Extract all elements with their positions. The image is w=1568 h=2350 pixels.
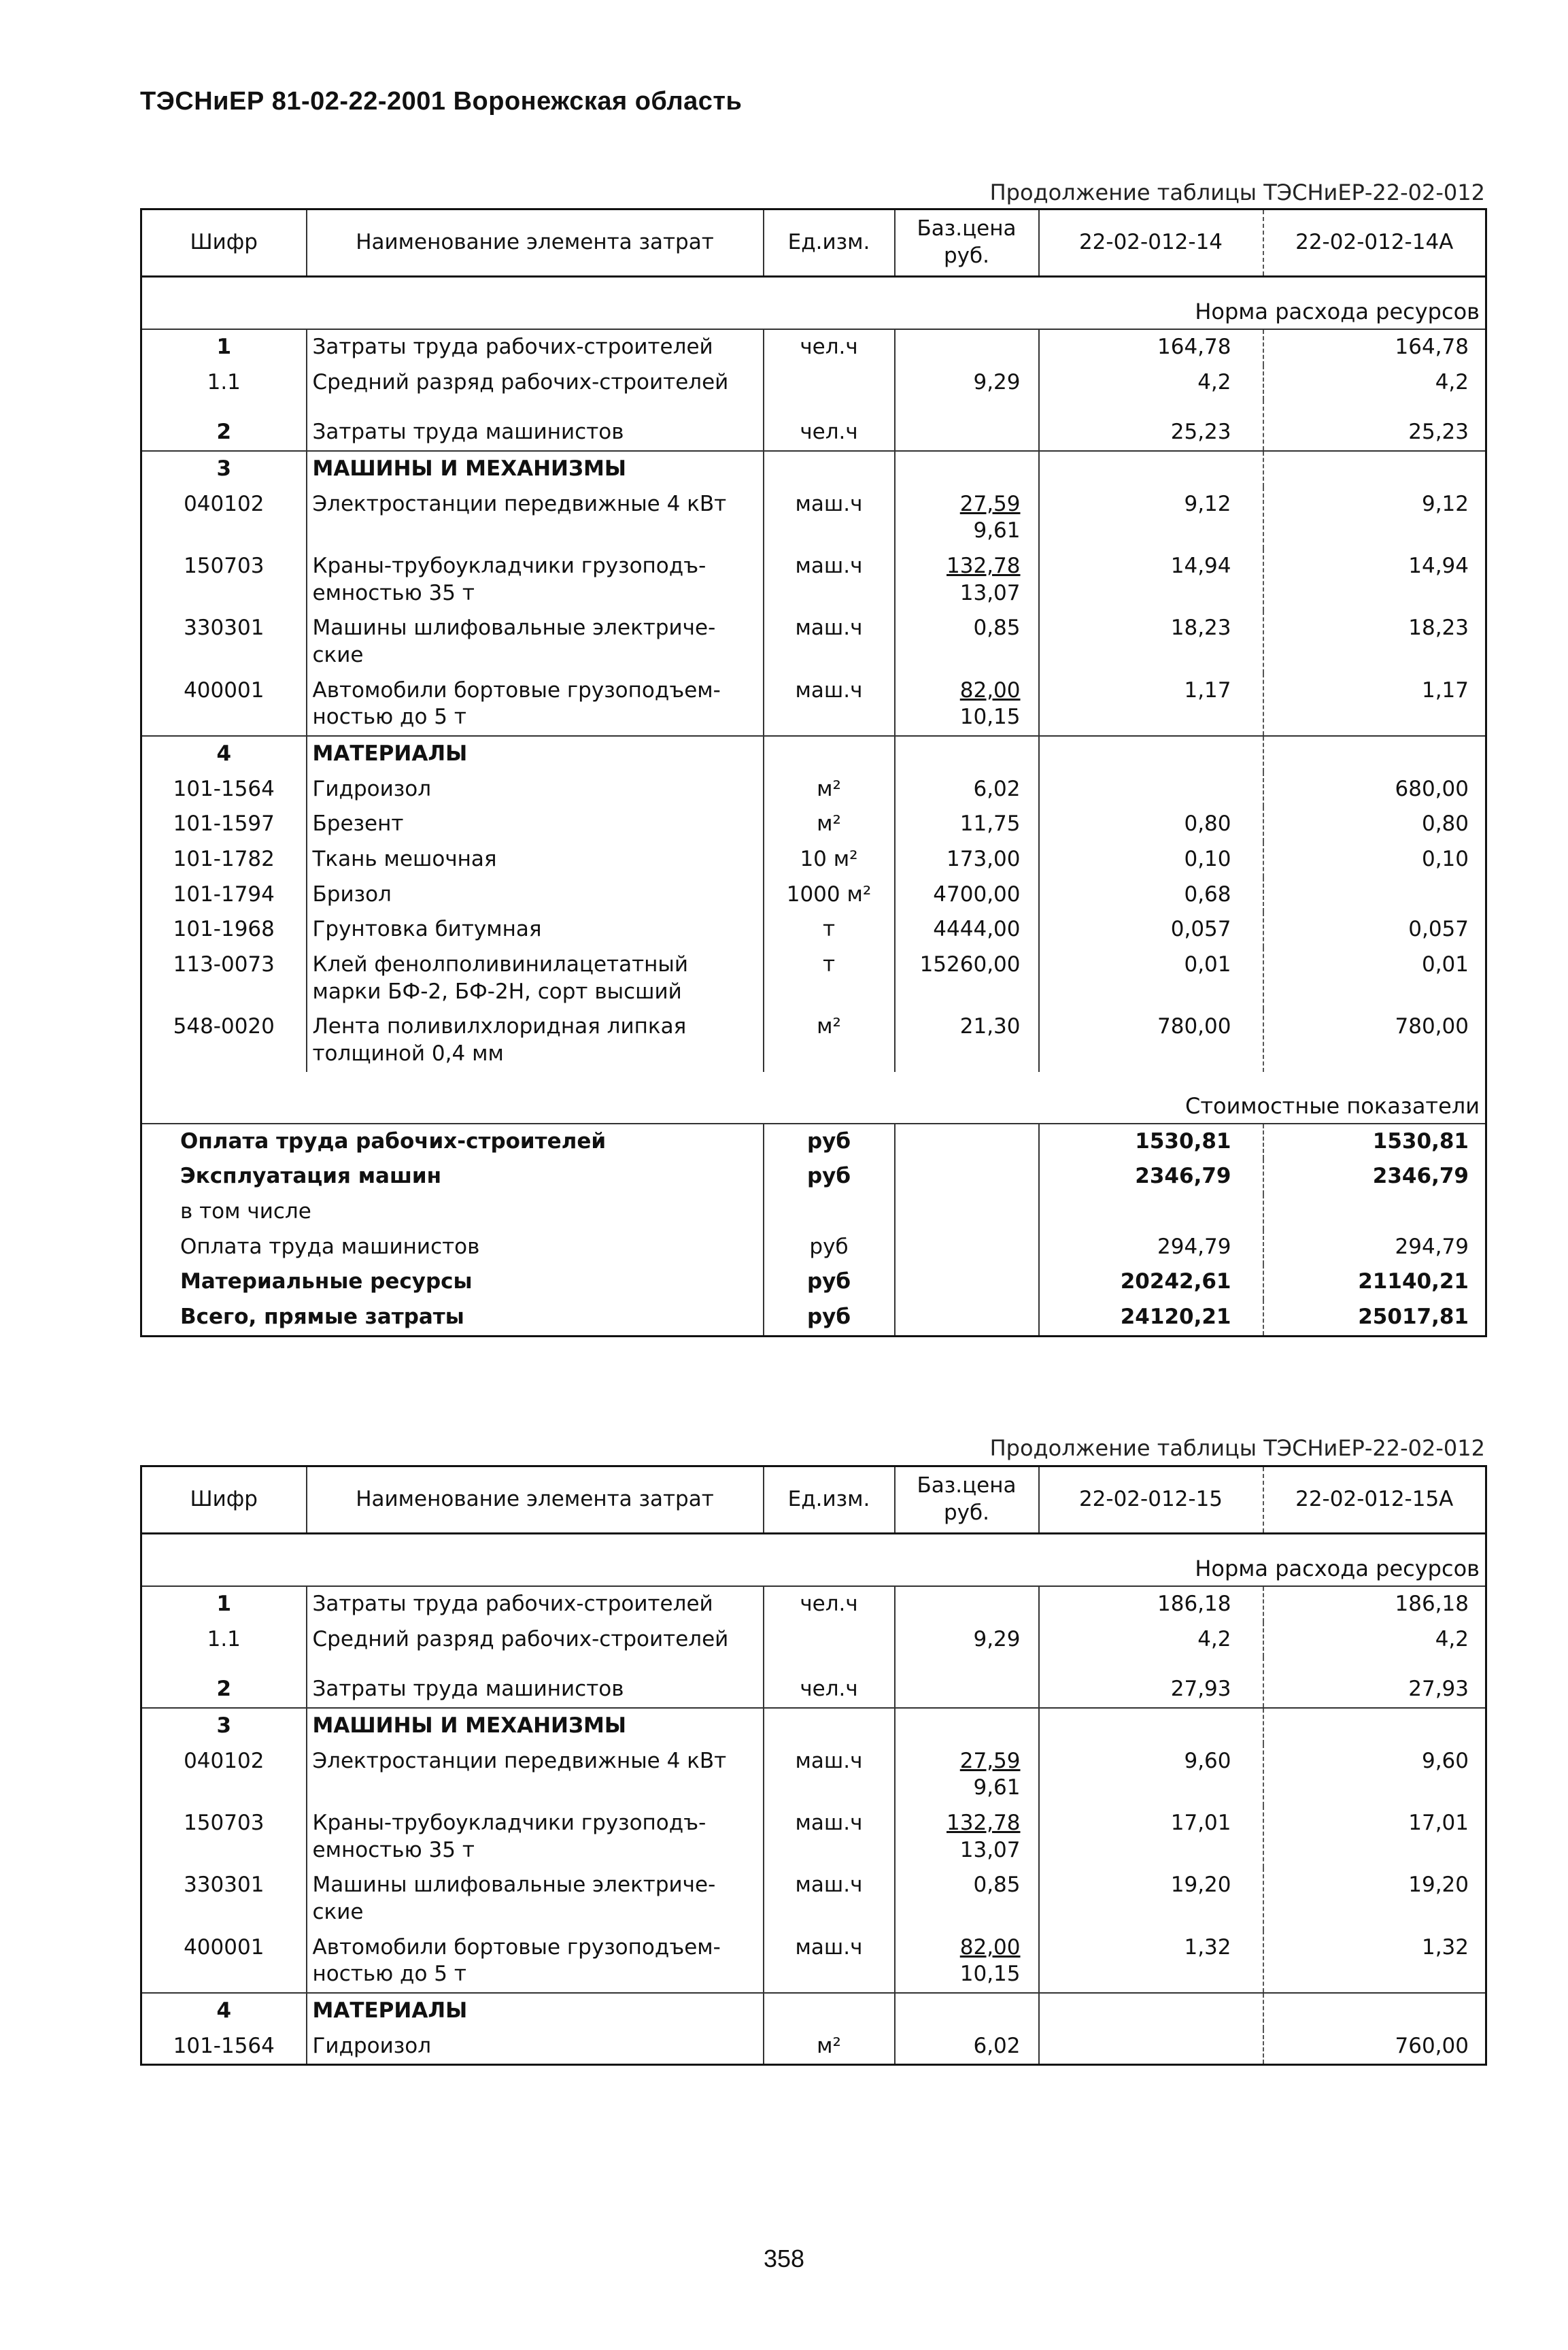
row-unit [764,1622,895,1658]
total-price [895,1230,1039,1265]
row-name: Электростанции передвижные 4 кВт [307,1744,764,1806]
row-value-b: 1,32 [1263,1930,1486,1993]
row-unit: чел.ч [764,400,895,451]
total-name: Эксплуатация машин [180,1164,442,1189]
row-code: 400001 [184,677,265,703]
table-row [141,1744,1486,1806]
header-col-a: 22-02-012-15 [1039,1466,1263,1534]
row-value-b [1263,451,1486,487]
row-value-a: 0,057 [1039,912,1263,947]
resource-table-1 [140,208,1487,1337]
table-row [141,400,1486,451]
row-value-b: 760,00 [1263,2029,1486,2065]
price-sub: 13,07 [959,580,1021,605]
table-row [141,329,1486,365]
row-unit: маш.ч [764,1806,895,1868]
table-row [141,1930,1486,1993]
row-price: 4700,00 [895,877,1039,913]
row-value-a: 4,2 [1039,1622,1263,1658]
total-row [141,1230,1486,1265]
total-value-a: 1530,81 [1039,1124,1263,1160]
row-value-b: 164,78 [1263,329,1486,365]
row-value-a [1039,1708,1263,1744]
row-value-b: 0,01 [1263,947,1486,1009]
row-name: Грунтовка битумная [307,912,764,947]
total-value-b: 294,79 [1263,1230,1486,1265]
row-value-b: 0,10 [1263,842,1486,877]
row-code: 101-1782 [173,847,275,872]
table-row [141,365,1486,401]
row-unit: маш.ч [764,549,895,611]
row-code: 101-1564 [173,776,275,801]
total-value-b: 25017,81 [1263,1300,1486,1336]
row-price [895,549,1039,611]
row-value-b: 14,94 [1263,549,1486,611]
table-row [141,1009,1486,1071]
row-code: 2 [216,1677,232,1702]
row-price [895,736,1039,772]
row-unit: чел.ч [764,1657,895,1708]
total-price [895,1194,1039,1230]
row-code: 4 [141,736,307,772]
row-value-b [1263,736,1486,772]
row-price [895,400,1039,451]
section-title: МАШИНЫ И МЕХАНИЗМЫ [307,1708,764,1744]
row-value-b: 0,80 [1263,807,1486,842]
row-unit: маш.ч [764,611,895,673]
row-value-a [1039,772,1263,807]
row-name: Затраты труда рабочих-строителей [307,329,764,365]
price-sub: 10,15 [959,705,1021,730]
row-value-a: 9,12 [1039,487,1263,549]
row-price [895,1930,1039,1993]
row-name: Средний разряд рабочих-строителей [307,365,764,401]
row-unit [764,1993,895,2029]
row-value-a: 780,00 [1039,1009,1263,1071]
row-code: 040102 [184,1748,265,1773]
row-price [895,329,1039,365]
price-main: 27,59 [959,491,1021,516]
price-sub: 9,61 [973,1775,1021,1800]
row-value-a: 0,01 [1039,947,1263,1009]
row-name: Средний разряд рабочих-строителей [307,1622,764,1658]
row-unit [764,451,895,487]
table-row [141,1586,1486,1622]
row-unit: т [764,947,895,1009]
row-value-a: 0,80 [1039,807,1263,842]
row-code: 1.1 [207,369,241,395]
row-value-a: 14,94 [1039,549,1263,611]
row-price: 21,30 [895,1009,1039,1071]
row-price [895,673,1039,736]
row-code: 2 [216,420,232,445]
row-price [895,1586,1039,1622]
total-unit: руб [764,1230,895,1265]
section-row [141,1993,1486,2029]
row-name: Затраты труда рабочих-строителей [307,1586,764,1622]
total-price [895,1300,1039,1336]
total-name: Материальные ресурсы [180,1269,473,1294]
total-row [141,1300,1486,1336]
total-value-b: 21140,21 [1263,1264,1486,1300]
row-name: Гидроизол [307,2029,764,2065]
price-sub: 10,15 [959,1962,1021,1987]
row-code: 400001 [184,1934,265,1960]
row-value-b: 780,00 [1263,1009,1486,1071]
row-price: 6,02 [895,2029,1039,2065]
row-value-a [1039,2029,1263,2065]
row-price: 0,85 [895,1868,1039,1930]
row-value-b: 27,93 [1263,1657,1486,1708]
price-sub: 9,61 [973,518,1021,543]
norm-label: Норма расхода ресурсов [141,277,1486,329]
row-unit: маш.ч [764,1930,895,1993]
row-value-b: 9,12 [1263,487,1486,549]
row-price: 11,75 [895,807,1039,842]
row-unit: чел.ч [764,1586,895,1622]
row-value-a: 186,18 [1039,1586,1263,1622]
table-row [141,1806,1486,1868]
row-unit [764,736,895,772]
row-name: Ткань мешочная [307,842,764,877]
total-price [895,1264,1039,1300]
row-unit [764,1708,895,1744]
table-row [141,2029,1486,2065]
row-value-b: 4,2 [1263,365,1486,401]
price-main: 82,00 [959,677,1021,703]
row-price: 9,29 [895,365,1039,401]
total-unit [764,1194,895,1230]
row-code: 113-0073 [173,952,275,977]
row-unit [764,365,895,401]
row-unit: 1000 м² [764,877,895,913]
row-value-b [1263,877,1486,913]
table-row [141,1868,1486,1930]
row-unit: маш.ч [764,1868,895,1930]
row-unit: маш.ч [764,673,895,736]
cost-subheader [141,1072,1486,1124]
row-name: Затраты труда машинистов [307,1657,764,1708]
header-name: Наименование элемента затрат [307,1466,764,1534]
price-main: 132,78 [947,553,1021,578]
row-value-b: 0,057 [1263,912,1486,947]
total-row [141,1159,1486,1194]
header-price: Баз.цена руб. [895,209,1039,277]
total-value-a: 294,79 [1039,1230,1263,1265]
row-code: 150703 [184,553,265,578]
row-price [895,1708,1039,1744]
row-code: 548-0020 [173,1014,275,1039]
row-value-a: 17,01 [1039,1806,1263,1868]
row-value-a: 9,60 [1039,1744,1263,1806]
section-title: МАТЕРИАЛЫ [307,1993,764,2029]
row-price [895,451,1039,487]
total-value-b: 2346,79 [1263,1159,1486,1194]
row-name: Брезент [307,807,764,842]
total-row [141,1124,1486,1160]
price-main: 27,59 [959,1748,1021,1773]
header-unit: Ед.изм. [764,209,895,277]
total-unit: руб [764,1124,895,1160]
row-code: 101-1794 [173,882,275,907]
total-name: Оплата труда машинистов [180,1234,480,1259]
row-value-a [1039,451,1263,487]
row-unit: 10 м² [764,842,895,877]
section-row [141,451,1486,487]
table-row [141,947,1486,1009]
row-unit: т [764,912,895,947]
row-code: 330301 [184,616,265,641]
row-code: 1 [216,334,232,359]
total-row [141,1264,1486,1300]
total-name: Оплата труда рабочих-строителей [180,1128,607,1154]
norm-subheader [141,1534,1486,1586]
row-code: 4 [141,1993,307,2029]
row-code: 101-1968 [173,917,275,942]
row-name: Краны-трубоукладчики грузоподъ-емностью 35 т [307,549,764,611]
row-value-b: 1,17 [1263,673,1486,736]
row-price: 9,29 [895,1622,1039,1658]
row-value-a: 164,78 [1039,329,1263,365]
row-name: Затраты труда машинистов [307,400,764,451]
row-name: Гидроизол [307,772,764,807]
row-value-b: 19,20 [1263,1868,1486,1930]
total-unit: руб [764,1159,895,1194]
page-header: ТЭСНиЕР 81-02-22-2001 Воронежская область [140,87,743,116]
row-unit: м² [764,772,895,807]
row-value-a: 19,20 [1039,1868,1263,1930]
row-value-b: 680,00 [1263,772,1486,807]
row-code: 1.1 [207,1626,241,1651]
table-header-row [141,1466,1486,1534]
section-title: МАШИНЫ И МЕХАНИЗМЫ [307,451,764,487]
section-title: МАТЕРИАЛЫ [307,736,764,772]
row-value-b: 186,18 [1263,1586,1486,1622]
total-value-a: 2346,79 [1039,1159,1263,1194]
row-value-a: 0,10 [1039,842,1263,877]
total-name: в том числе [180,1199,311,1224]
row-value-b: 17,01 [1263,1806,1486,1868]
section-row [141,1708,1486,1744]
price-main: 82,00 [959,1934,1021,1960]
row-name: Лента поливилхлоридная липкая толщиной 0,4 мм [307,1009,764,1071]
row-value-a [1039,736,1263,772]
total-row [141,1194,1486,1230]
row-value-b: 4,2 [1263,1622,1486,1658]
price-sub: 13,07 [959,1837,1021,1862]
row-name: Клей фенолполивинилацетатный марки БФ-2, БФ-2Н, сорт высший [307,947,764,1009]
section-row [141,736,1486,772]
table-row [141,1622,1486,1658]
row-value-a: 4,2 [1039,365,1263,401]
row-code: 3 [141,451,307,487]
total-value-a: 20242,61 [1039,1264,1263,1300]
row-name: Бризол [307,877,764,913]
row-name: Автомобили бортовые грузоподъем-ностью до 5 т [307,1930,764,1993]
table-continuation-caption: Продолжение таблицы ТЭСНиЕР-22-02-012 [989,1435,1485,1461]
row-unit: маш.ч [764,1744,895,1806]
row-unit: маш.ч [764,487,895,549]
row-value-a: 18,23 [1039,611,1263,673]
header-name: Наименование элемента затрат [307,209,764,277]
total-value-b: 1530,81 [1263,1124,1486,1160]
table-row [141,807,1486,842]
row-name: Электростанции передвижные 4 кВт [307,487,764,549]
header-code: Шифр [141,1466,307,1534]
row-value-b [1263,1708,1486,1744]
table-row [141,912,1486,947]
row-value-a [1039,1993,1263,2029]
total-unit: руб [764,1300,895,1336]
row-name: Краны-трубоукладчики грузоподъ-емностью 35 т [307,1806,764,1868]
row-code: 1 [216,1591,232,1616]
row-value-b: 25,23 [1263,400,1486,451]
header-col-b: 22-02-012-14А [1263,209,1486,277]
row-name: Автомобили бортовые грузоподъем-ностью до 5 т [307,673,764,736]
row-unit: м² [764,2029,895,2065]
price-main: 132,78 [947,1810,1021,1835]
total-value-b [1263,1194,1486,1230]
norm-label: Норма расхода ресурсов [141,1534,1486,1586]
total-unit: руб [764,1264,895,1300]
row-price [895,1993,1039,2029]
row-price: 15260,00 [895,947,1039,1009]
row-code: 3 [141,1708,307,1744]
total-name: Всего, прямые затраты [180,1305,464,1330]
table-row [141,611,1486,673]
header-col-a: 22-02-012-14 [1039,209,1263,277]
row-price: 0,85 [895,611,1039,673]
row-value-a: 1,32 [1039,1930,1263,1993]
row-unit: м² [764,807,895,842]
row-unit: м² [764,1009,895,1071]
table-row [141,673,1486,736]
row-value-a: 25,23 [1039,400,1263,451]
table-row [141,842,1486,877]
table-row [141,549,1486,611]
table-row [141,1657,1486,1708]
row-code: 150703 [184,1810,265,1835]
row-value-b: 18,23 [1263,611,1486,673]
row-value-b [1263,1993,1486,2029]
row-price [895,1744,1039,1806]
table-row [141,877,1486,913]
cost-label: Стоимостные показатели [141,1072,1486,1124]
header-code: Шифр [141,209,307,277]
row-value-a: 0,68 [1039,877,1263,913]
row-code: 330301 [184,1873,265,1898]
header-col-b: 22-02-012-15А [1263,1466,1486,1534]
row-value-b: 9,60 [1263,1744,1486,1806]
total-price [895,1124,1039,1160]
total-value-a [1039,1194,1263,1230]
table-row [141,772,1486,807]
table-header-row [141,209,1486,277]
page-number: 358 [763,2245,805,2272]
row-code: 101-1597 [173,811,275,837]
norm-subheader [141,277,1486,329]
row-unit: чел.ч [764,329,895,365]
resource-table-2 [140,1465,1487,2066]
row-price [895,1806,1039,1868]
total-value-a: 24120,21 [1039,1300,1263,1336]
row-price: 173,00 [895,842,1039,877]
row-name: Машины шлифовальные электриче-ские [307,611,764,673]
row-name: Машины шлифовальные электриче-ские [307,1868,764,1930]
row-price: 6,02 [895,772,1039,807]
row-price [895,487,1039,549]
row-code: 040102 [184,491,265,516]
header-price: Баз.цена руб. [895,1466,1039,1534]
header-unit: Ед.изм. [764,1466,895,1534]
row-value-a: 27,93 [1039,1657,1263,1708]
total-price [895,1159,1039,1194]
row-price: 4444,00 [895,912,1039,947]
row-value-a: 1,17 [1039,673,1263,736]
row-code: 101-1564 [173,2033,275,2058]
table-row [141,487,1486,549]
table-continuation-caption: Продолжение таблицы ТЭСНиЕР-22-02-012 [989,180,1485,205]
row-price [895,1657,1039,1708]
